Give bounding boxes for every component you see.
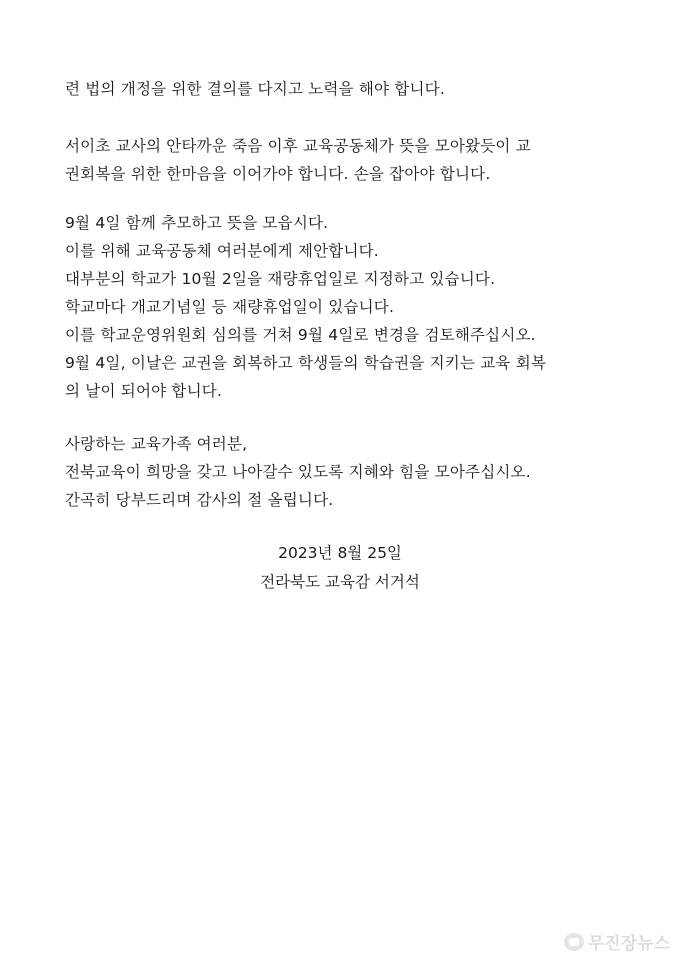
text-line: 이를 학교운영위원회 심의를 거쳐 9월 4일로 변경을 검토해주십시오. bbox=[65, 326, 536, 344]
letter-signer: 전라북도 교육감 서거석 bbox=[260, 573, 420, 591]
mountain-logo-icon bbox=[564, 933, 584, 951]
text-line: 사랑하는 교육가족 여러분, bbox=[65, 435, 248, 453]
text-line: 대부분의 학교가 10월 2일을 재량휴업일로 지정하고 있습니다. bbox=[65, 270, 496, 288]
text-line: 의 날이 되어야 합니다. bbox=[65, 382, 223, 400]
letter-date: 2023년 8월 25일 bbox=[278, 544, 402, 562]
text-line: 학교마다 개교기념일 등 재량휴업일이 있습니다. bbox=[65, 298, 395, 316]
text-line: 전북교육이 희망을 갖고 나아갈수 있도록 지혜와 힘을 모아주십시오. bbox=[65, 463, 531, 481]
text-line: 이를 위해 교육공동체 여러분에게 제안합니다. bbox=[65, 242, 379, 260]
text-line: 간곡히 당부드리며 감사의 절 올립니다. bbox=[65, 491, 334, 509]
text-line: 련 법의 개정을 위한 결의를 다지고 노력을 해야 합니다. bbox=[65, 80, 445, 98]
text-line: 9월 4일, 이날은 교권을 회복하고 학생들의 학습권을 지키는 교육 회복 bbox=[65, 354, 547, 372]
watermark-text: 무진장뉴스 bbox=[587, 934, 670, 954]
text-line: 권회복을 위한 한마음을 이어가야 합니다. 손을 잡아야 합니다. bbox=[65, 165, 491, 183]
text-line: 9월 4일 함께 추모하고 뜻을 모읍시다. bbox=[65, 214, 329, 232]
watermark-logo bbox=[564, 929, 670, 954]
text-line: 서이초 교사의 안타까운 죽음 이후 교육공동체가 뜻을 모아왔듯이 교 bbox=[65, 137, 531, 155]
